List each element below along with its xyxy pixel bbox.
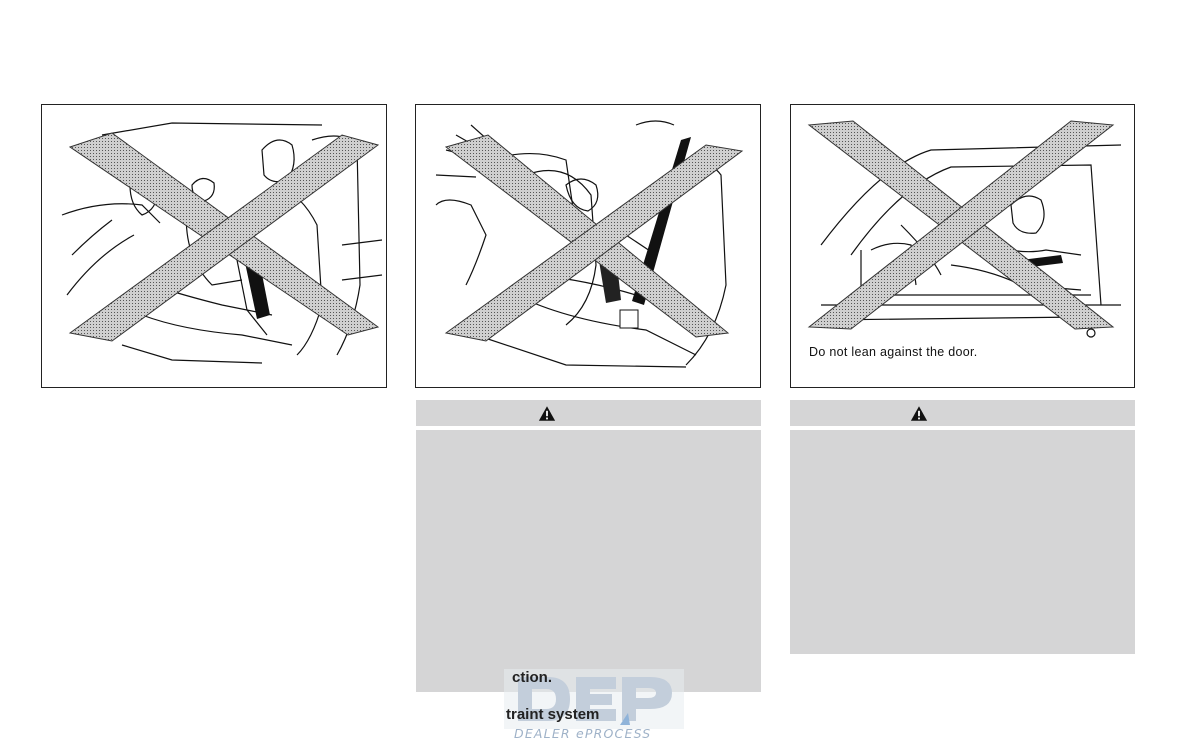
illustration-panel-child-on-lap bbox=[41, 104, 387, 388]
warning-body bbox=[416, 430, 761, 692]
warning-triangle-icon bbox=[538, 405, 556, 422]
illustration-panel-leaning-on-door bbox=[790, 104, 1135, 388]
warning-header bbox=[416, 400, 761, 426]
illustration-panel-child-seat-airbag bbox=[415, 104, 761, 388]
watermark-text: DEALER ePROCESS bbox=[514, 726, 652, 741]
text-fragment: traint system bbox=[506, 706, 600, 723]
text-fragment: ction. bbox=[512, 669, 552, 686]
panel-caption: Do not lean against the door. bbox=[809, 345, 978, 359]
warning-header bbox=[790, 400, 1135, 426]
child-seat-airbag-illustration bbox=[416, 105, 761, 388]
warning-triangle-icon bbox=[910, 405, 928, 422]
child-on-lap-illustration bbox=[42, 105, 387, 388]
warning-body bbox=[790, 430, 1135, 654]
